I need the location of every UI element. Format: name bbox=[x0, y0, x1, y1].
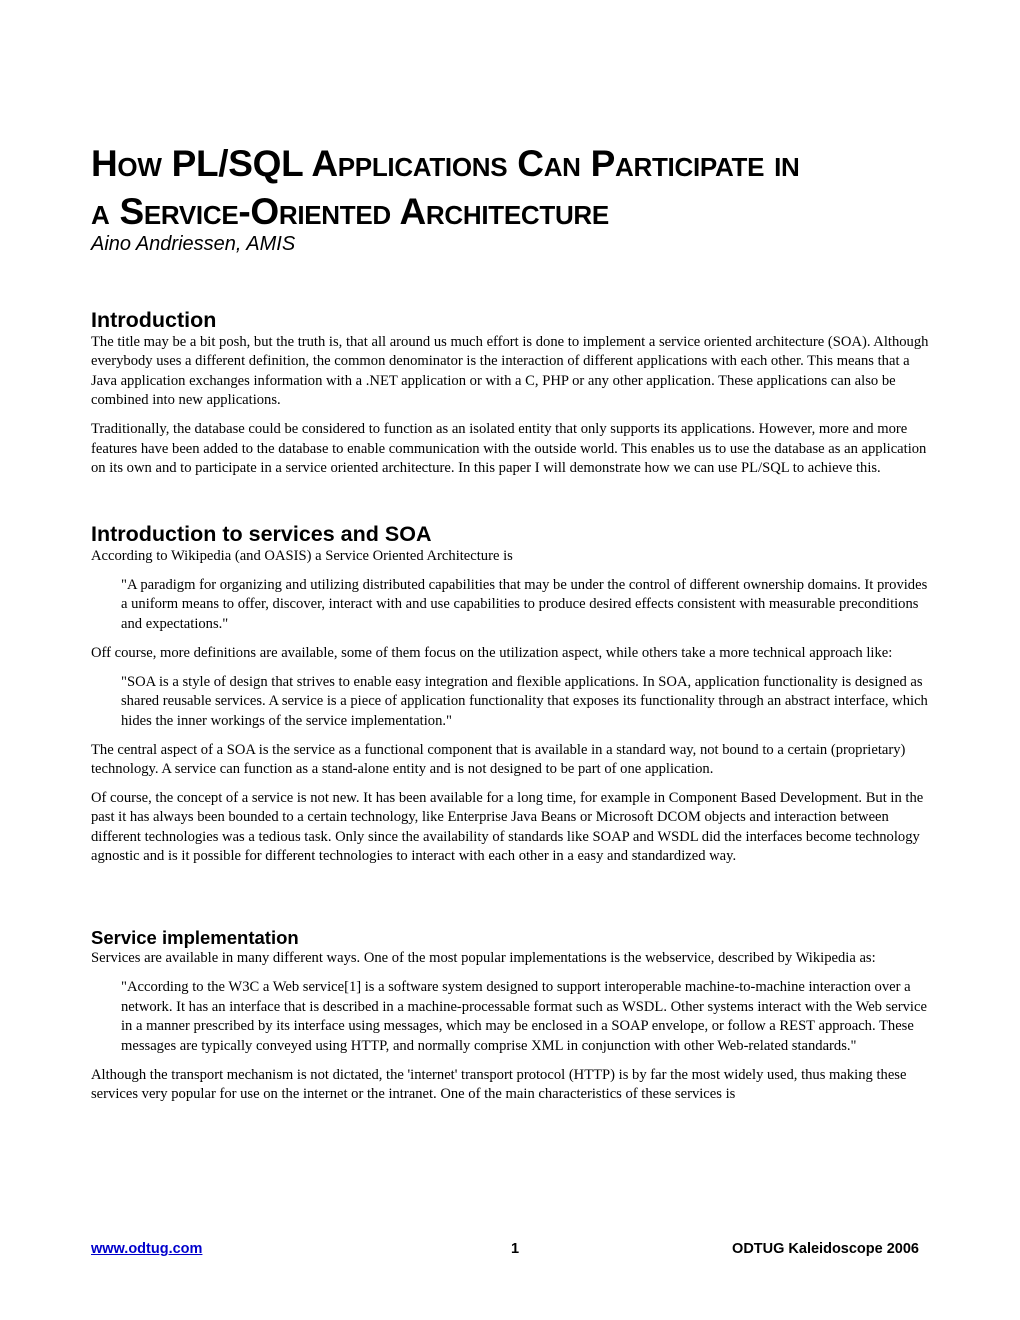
paragraph: Services are available in many different ways. One of the most popular implementations is the webservice, described by Wikipedia as: bbox=[91, 950, 876, 967]
document-title bbox=[91, 140, 971, 236]
conference-name: ODTUG Kaleidoscope 2006 bbox=[732, 1241, 919, 1257]
paragraph: Of course, the concept of a service is not new. It has been available for a long time, for example in Component Based Development. But in the past it has always been bounded to a certain technology, like Enterprise Java Beans or Microsoft DCOM objects and interaction between different technologies was a tedious task. Only since the availability of standards like SOAP and WSDL did the interfaces become technology agnostic and is it possible for different technologies to interact with each other in a easy and standardized way. bbox=[91, 790, 924, 865]
section-introduction bbox=[91, 307, 931, 478]
title-line-2: a Service-Oriented Architecture bbox=[91, 191, 609, 232]
footer-link[interactable]: www.odtug.com bbox=[91, 1241, 203, 1257]
section-services-and-soa bbox=[91, 521, 931, 867]
document-body bbox=[91, 307, 931, 1114]
paragraph: According to Wikipedia (and OASIS) a Service Oriented Architecture is bbox=[91, 548, 513, 565]
paragraph: The central aspect of a SOA is the service as a functional component that is available in a standard way, not bound to a certain (proprietary) technology. A service can function as a stand-alone entity and is not designed to be part of one application. bbox=[91, 741, 906, 778]
block-quote: "A paradigm for organizing and utilizing distributed capabilities that may be under the control of different ownership domains. It provides a uniform means to offer, discover, interact with and use capabilities to produce desired effects consistent with measurable preconditions and expectations." bbox=[121, 577, 928, 632]
section-heading: Introduction to services and SOA bbox=[91, 522, 432, 547]
page-number: 1 bbox=[511, 1241, 520, 1257]
author: Aino Andriessen, AMIS bbox=[91, 233, 296, 255]
paragraph: Off course, more definitions are available, some of them focus on the utilization aspect, while others take a more technical approach like: bbox=[91, 644, 893, 661]
paragraph: Although the transport mechanism is not dictated, the 'internet' transport protocol (HTTP) is by far the most widely used, thus making these services very popular for use on the internet or the intranet. One of the main characteristics of these services is bbox=[91, 1066, 907, 1102]
block-quote: "SOA is a style of design that strives to enable easy integration and flexible applications. In SOA, application functionality is designed as shared reusable services. A service is a piece of application functionality that exposes its functionality through an abstract interface, which hides the inner workings of the service implementation." bbox=[121, 673, 928, 729]
paragraph: The title may be a bit posh, but the truth is, that all around us much effort is done to implement a service oriented architecture (SOA). Although everybody uses a different definition, the common denominator is the interaction of different applications with each other. This means that a Java application exchanges information with a .NET application or with a C, PHP or any other application. These applications can also be combined into new applications. bbox=[91, 334, 929, 409]
section-heading: Introduction bbox=[91, 308, 217, 332]
block-quote: "According to the W3C a Web service[1] is a software system designed to support interoperable machine-to-machine interaction over a network. It has an interface that is described in a machine-processable format such as WSDL. Other systems interact with the Web service in a manner prescribed by its interface using messages, which may be enclosed in a SOAP envelope, or follow a REST approach. These messages are typically conveyed using HTTP, and normally comprise XML in conjunction with other Web-related standards." bbox=[121, 979, 927, 1054]
title-line-1: How PL/SQL Applications Can Participate in bbox=[91, 143, 800, 184]
subsection-heading: Service implementation bbox=[91, 927, 299, 949]
paragraph: Traditionally, the database could be considered to function as an isolated entity that only supports its applications. However, more and more features have been added to the database to enable communication with the outside world. This enables us to use the database as an application on its own and to participate in a service oriented architecture. In this paper I will demonstrate how we can use PL/SQL to achieve this. bbox=[91, 421, 927, 477]
section-service-implementation bbox=[91, 927, 931, 1104]
